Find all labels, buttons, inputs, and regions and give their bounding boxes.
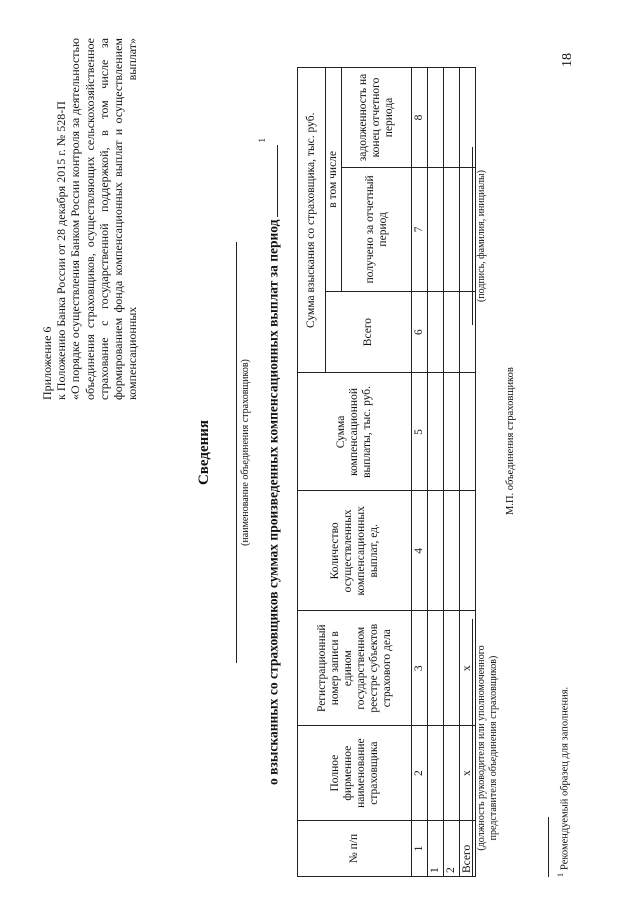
cell-debt	[460, 68, 476, 168]
header-payments-count: Количество осуществленных компенсационных выплат, ед.	[298, 491, 412, 611]
header-received: получено за отчетный период	[342, 167, 412, 291]
header-insurer-name: Полное фирменное наименование страховщика	[298, 726, 412, 821]
cell-received	[428, 167, 444, 291]
cell-insurer-name: x	[460, 726, 476, 821]
stamp-label: М.П. объединения страховщиков	[505, 367, 516, 515]
footnote-text: Рекомендуемый образец для заполнения.	[559, 686, 571, 870]
header-recovery-group: Сумма взыскания со страховщика, тыс. руб.	[298, 68, 326, 373]
cell-recovery-total	[428, 291, 444, 373]
cell-registration-number: x	[460, 611, 476, 726]
name-caption: (подпись, фамилия, инициалы)	[476, 169, 487, 303]
cell-insurer-name	[428, 726, 444, 821]
row-number: 1	[428, 821, 444, 877]
cell-insurer-name	[444, 726, 460, 821]
cell-recovery-total	[460, 291, 476, 373]
header-recovery-total: Всего	[326, 291, 412, 373]
footnote-mark: 1	[556, 873, 565, 877]
table-row	[444, 68, 460, 877]
appendix-label: Приложение 6	[40, 326, 54, 400]
cell-received	[460, 167, 476, 291]
regulation-reference: к Положению Банка России от 28 декабря 2015 г. № 528-П	[54, 101, 69, 400]
appendix-header	[40, 38, 139, 400]
column-number: 8	[412, 68, 428, 168]
cell-registration-number	[428, 611, 444, 726]
cell-registration-number	[444, 611, 460, 726]
org-name-caption: (наименование объединения страховщиков)	[240, 359, 251, 546]
footnote	[556, 687, 571, 877]
table-row	[428, 68, 444, 877]
total-row	[460, 68, 476, 877]
subtitle-text: о взысканных со страховщиков суммах произведенных компенсационных выплат за период	[265, 219, 281, 785]
column-numbers-row	[412, 68, 428, 877]
header-payment-amount: Сумма компенсационной выплаты, тыс. руб.	[298, 373, 412, 491]
header-debt: задолженность на конец отчетного периода	[342, 68, 412, 168]
cell-payment-amount	[444, 373, 460, 491]
column-number: 5	[412, 373, 428, 491]
cell-received	[444, 167, 460, 291]
column-number: 4	[412, 491, 428, 611]
column-number: 7	[412, 167, 428, 291]
cell-payments-count	[428, 491, 444, 611]
name-signature-line	[472, 147, 473, 325]
subtitle-footnote-mark: 1	[257, 138, 267, 143]
cell-payment-amount	[460, 373, 476, 491]
org-name-line	[236, 242, 237, 663]
regulation-title: «О порядке осуществления Банком России контроля за деятельностью объединения страховщиков, осуществляющих сельскохозяйственное страхование с государственной поддержкой, в том числе за формированием фонда компенсационных выплат и осуществлением компенсационных выплат»	[68, 38, 140, 400]
header-registration-number: Регистрационный номер записи в едином государственном реестре субъектов страхового дела	[298, 611, 412, 726]
page-number: 18	[560, 53, 575, 67]
document-subtitle	[257, 138, 282, 785]
column-number: 2	[412, 726, 428, 821]
position-signature-line	[472, 619, 473, 877]
footnote-separator	[548, 817, 549, 877]
document-title: Сведения	[196, 419, 212, 486]
period-blank	[277, 145, 278, 217]
cell-payment-amount	[428, 373, 444, 491]
cell-debt	[428, 68, 444, 168]
total-label: Всего	[460, 821, 476, 877]
cell-recovery-total	[444, 291, 460, 373]
collections-table	[297, 67, 476, 877]
cell-payments-count	[444, 491, 460, 611]
cell-payments-count	[460, 491, 476, 611]
header-including: в том числе	[326, 68, 342, 292]
position-caption: (должность руководителя или уполномоченного представителя объединения страховщиков)	[476, 645, 499, 851]
row-number: 2	[444, 821, 460, 877]
cell-debt	[444, 68, 460, 168]
header-number: № п/п	[298, 821, 412, 877]
column-number: 6	[412, 291, 428, 373]
column-number: 3	[412, 611, 428, 726]
column-number: 1	[412, 821, 428, 877]
